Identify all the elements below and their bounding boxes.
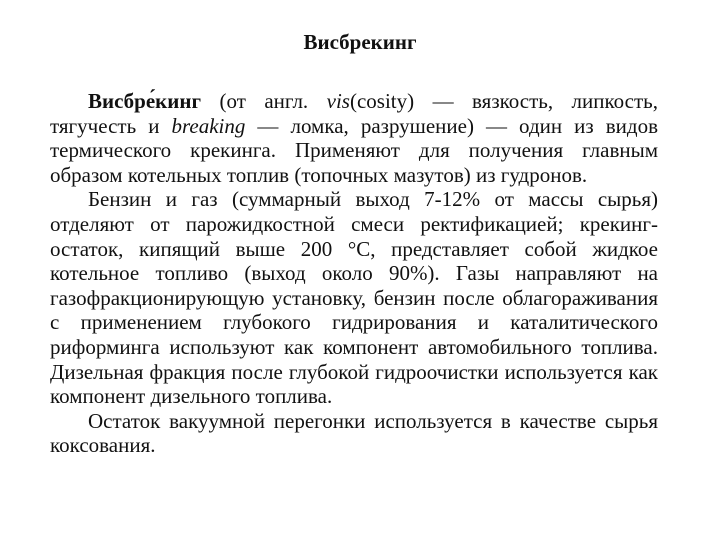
definition-text-b: (cosity) — вязкость, липкость, тягучесть и [50,89,659,138]
paragraph-residue: Остаток вакуумной перегонки используется в качестве сырья коксования. [50,408,658,458]
definition-text-c: — ломка, разрушение) — один из видов термического крекинга. Применяют для получения главным образом котельных топлив (топочных мазутов) из гудронов. [50,113,658,187]
term-visbreaking: Висбре́кинг [88,89,202,113]
paragraph-definition [50,89,658,187]
document-title: Висбрекинг [303,30,417,54]
etymology-breaking: breaking [171,113,246,138]
etymology-vis: vis [326,89,350,113]
paragraph-products: Бензин и газ (суммарный выход 7-12% от массы сырья) отделяют от парожидкостной смеси ректификацией; крекинг-остаток, кипящий выше 200 °С, представляет собой жидкое котельное топливо (выход около 90%). Газы направляют на газофракционирующую установку, бензин после облагораживания с применением глубокого гидрирования и каталитического риформинга используют как компонент автомобильного топлива. Дизельная фракция после глубокой гидроочистки используется как компонент дизельного топлива. [50,187,658,409]
document-body [50,89,658,458]
definition-text-a: (от англ. [201,89,327,113]
